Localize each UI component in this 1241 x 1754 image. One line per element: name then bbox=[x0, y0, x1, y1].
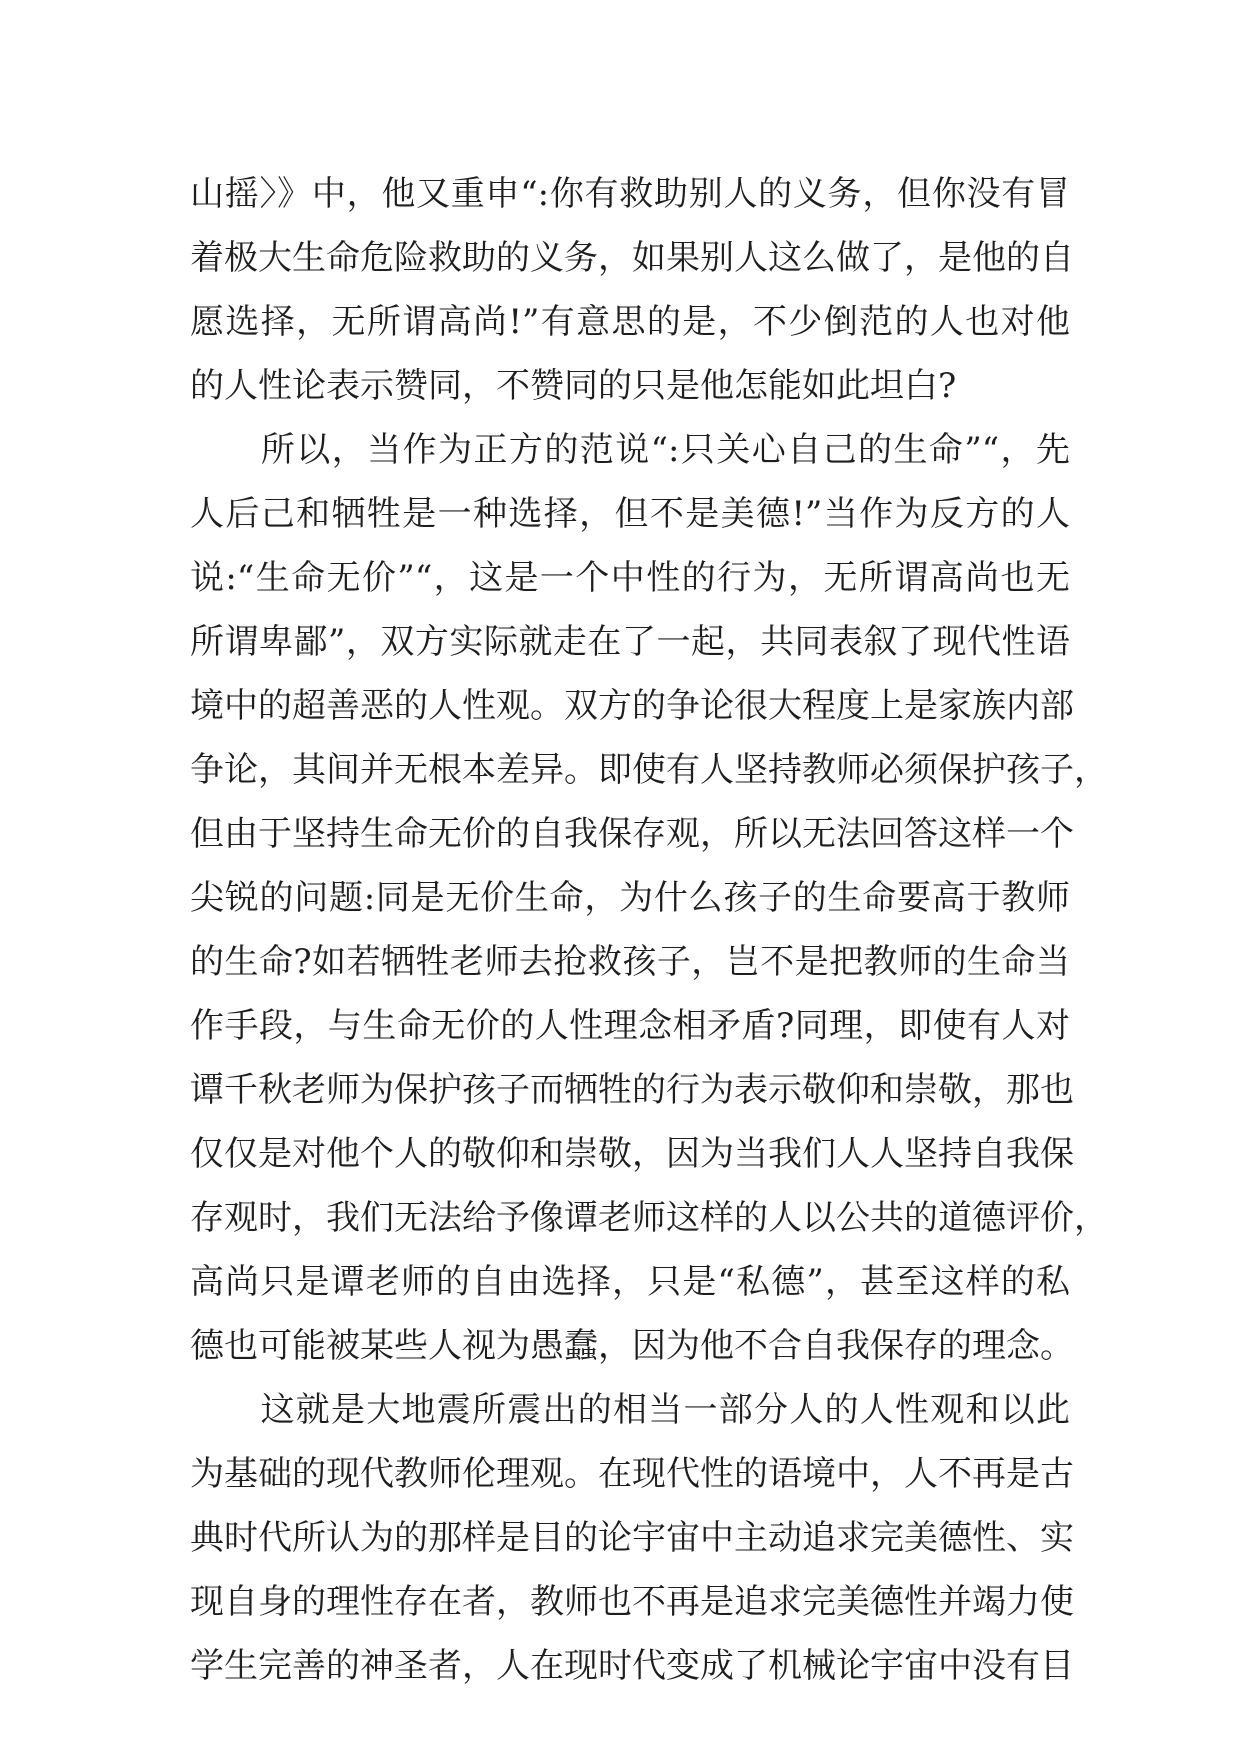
text-line: 着极大生命危险救助的义务，如果别人这么做了，是他的自 bbox=[190, 238, 1074, 278]
text-line: 说:“生命无价”“，这是一个中性的行为，无所谓高尚也无 bbox=[190, 558, 1070, 598]
text-line: 高尚只是谭老师的自由选择，只是“私德”，甚至这样的私 bbox=[190, 1262, 1070, 1302]
text-line: 谭千秋老师为保护孩子而牺牲的行为表示敬仰和崇敬，那也 bbox=[190, 1070, 1074, 1110]
text-line: 尖锐的问题:同是无价生命，为什么孩子的生命要高于教师 bbox=[190, 878, 1070, 918]
text-line: 所以，当作为正方的范说“:只关心自己的生命”“，先 bbox=[190, 430, 1070, 470]
text-line: 所谓卑鄙”，双方实际就走在了一起，共同表叙了现代性语 bbox=[190, 622, 1070, 662]
paragraph bbox=[190, 162, 1074, 418]
text-line: 典时代所认为的那样是目的论宇宙中主动追求完美德性、实 bbox=[190, 1518, 1074, 1558]
body-text bbox=[190, 162, 1108, 1698]
text-line: 山摇〉》中，他又重申“:你有救助别人的义务，但你没有冒 bbox=[190, 174, 1070, 214]
text-line: 人后己和牺牲是一种选择，但不是美德!”当作为反方的人 bbox=[190, 494, 1070, 534]
paragraph bbox=[190, 418, 1108, 1378]
text-line: 争论，其间并无根本差异。即使有人坚持教师必须保护孩子， bbox=[190, 750, 1108, 790]
text-line: 境中的超善恶的人性观。双方的争论很大程度上是家族内部 bbox=[190, 686, 1074, 726]
text-line: 德也可能被某些人视为愚蠢，因为他不合自我保存的理念。 bbox=[190, 1326, 1074, 1366]
text-line: 作手段，与生命无价的人性理念相矛盾?同理，即使有人对 bbox=[190, 1006, 1070, 1046]
text-line: 学生完善的神圣者，人在现时代变成了机械论宇宙中没有目 bbox=[190, 1646, 1074, 1686]
text-line: 存观时，我们无法给予像谭老师这样的人以公共的道德评价， bbox=[190, 1198, 1108, 1238]
text-line: 为基础的现代教师伦理观。在现代性的语境中，人不再是古 bbox=[190, 1454, 1074, 1494]
text-line: 仅仅是对他个人的敬仰和崇敬，因为当我们人人坚持自我保 bbox=[190, 1134, 1074, 1174]
text-line: 愿选择，无所谓高尚!”有意思的是，不少倒范的人也对他 bbox=[190, 302, 1070, 342]
text-line: 现自身的理性存在者，教师也不再是追求完美德性并竭力使 bbox=[190, 1582, 1074, 1622]
paragraph bbox=[190, 1378, 1074, 1698]
text-line: 这就是大地震所震出的相当一部分人的人性观和以此 bbox=[190, 1390, 1070, 1430]
text-line: 的生命?如若牺牲老师去抢救孩子，岂不是把教师的生命当 bbox=[190, 942, 1070, 982]
text-line: 但由于坚持生命无价的自我保存观，所以无法回答这样一个 bbox=[190, 814, 1074, 854]
text-line: 的人性论表示赞同，不赞同的只是他怎能如此坦白? bbox=[190, 366, 957, 406]
